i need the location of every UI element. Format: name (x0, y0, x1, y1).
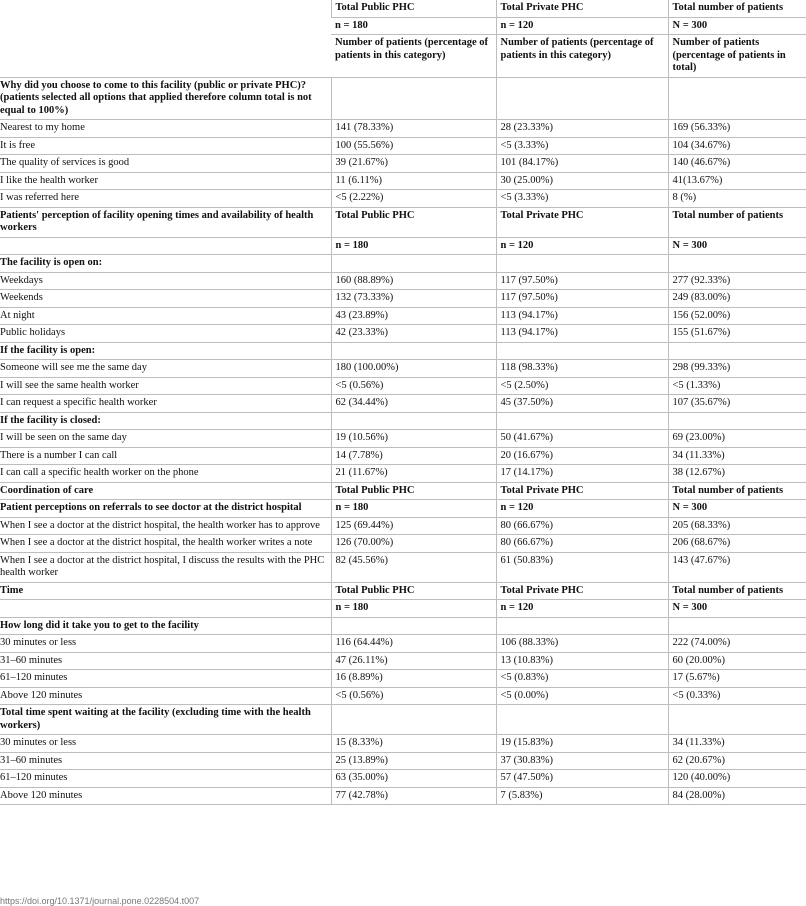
row-label-cell: I can call a specific health worker on the phone (0, 465, 331, 483)
section-row (0, 617, 806, 635)
row-label-cell: Weekends (0, 290, 331, 308)
value-cell: 141 (78.33%) (331, 120, 496, 138)
table-row (0, 535, 806, 553)
value-cell: 62 (20.67%) (668, 752, 806, 770)
value-cell (331, 617, 496, 635)
value-cell (668, 617, 806, 635)
section-row (0, 482, 806, 500)
table-row (0, 635, 806, 653)
value-cell: 25 (13.89%) (331, 752, 496, 770)
value-cell: 8 (%) (668, 190, 806, 208)
value-cell: 43 (23.89%) (331, 307, 496, 325)
value-cell: 206 (68.67%) (668, 535, 806, 553)
row-label-cell: At night (0, 307, 331, 325)
value-cell: N = 300 (668, 237, 806, 255)
value-cell: Total Private PHC (496, 207, 668, 237)
row-label-cell: Coordination of care (0, 482, 331, 500)
value-cell: 15 (8.33%) (331, 735, 496, 753)
value-cell: n = 120 (496, 600, 668, 618)
value-cell: Total Public PHC (331, 207, 496, 237)
row-label-cell: Patient perceptions on referrals to see doctor at the district hospital (0, 500, 331, 518)
value-cell: 169 (56.33%) (668, 120, 806, 138)
value-cell: N = 300 (668, 500, 806, 518)
value-cell: n = 120 (496, 237, 668, 255)
value-cell (496, 77, 668, 120)
value-cell: 57 (47.50%) (496, 770, 668, 788)
row-label-cell: 31–60 minutes (0, 752, 331, 770)
row-label-cell: Above 120 minutes (0, 787, 331, 805)
value-cell: 39 (21.67%) (331, 155, 496, 173)
table-row (0, 787, 806, 805)
value-cell: 19 (15.83%) (496, 735, 668, 753)
note-private: Number of patients (percentage of patients in this category) (496, 35, 668, 78)
table-row (0, 395, 806, 413)
row-label-cell: If the facility is closed: (0, 412, 331, 430)
value-cell: 28 (23.33%) (496, 120, 668, 138)
row-label-cell: I was referred here (0, 190, 331, 208)
table-row (0, 172, 806, 190)
value-cell: 50 (41.67%) (496, 430, 668, 448)
value-cell: Total number of patients (668, 482, 806, 500)
value-cell: 120 (40.00%) (668, 770, 806, 788)
value-cell: 41(13.67%) (668, 172, 806, 190)
value-cell (668, 705, 806, 735)
value-cell: 45 (37.50%) (496, 395, 668, 413)
value-cell: 47 (26.11%) (331, 652, 496, 670)
value-cell: n = 180 (331, 500, 496, 518)
n-total: N = 300 (668, 17, 806, 35)
note-total: Number of patients (percentage of patients in total) (668, 35, 806, 78)
table-row (0, 377, 806, 395)
value-cell (668, 342, 806, 360)
value-cell: 104 (34.67%) (668, 137, 806, 155)
row-label-cell: Why did you choose to come to this facility (public or private PHC)? (patients selected all options that applied therefore column total is not equal to 100%) (0, 77, 331, 120)
value-cell: 61 (50.83%) (496, 552, 668, 582)
row-label-cell (0, 600, 331, 618)
value-cell: 143 (47.67%) (668, 552, 806, 582)
table-row (0, 687, 806, 705)
table-row (0, 447, 806, 465)
value-cell: 84 (28.00%) (668, 787, 806, 805)
row-label-cell: 61–120 minutes (0, 670, 331, 688)
table-row (0, 155, 806, 173)
value-cell: 80 (66.67%) (496, 517, 668, 535)
value-cell: 37 (30.83%) (496, 752, 668, 770)
value-cell: 62 (34.44%) (331, 395, 496, 413)
value-cell (668, 255, 806, 273)
row-label-cell: Total time spent waiting at the facility (excluding time with the health workers) (0, 705, 331, 735)
table-row (0, 307, 806, 325)
value-cell: <5 (2.50%) (496, 377, 668, 395)
value-cell: 101 (84.17%) (496, 155, 668, 173)
value-cell: Total number of patients (668, 582, 806, 600)
value-cell: <5 (1.33%) (668, 377, 806, 395)
value-cell: 77 (42.78%) (331, 787, 496, 805)
n-private: n = 120 (496, 17, 668, 35)
value-cell: <5 (3.33%) (496, 190, 668, 208)
value-cell (496, 412, 668, 430)
value-cell: Total Public PHC (331, 582, 496, 600)
value-cell: 42 (23.33%) (331, 325, 496, 343)
table-row (0, 517, 806, 535)
value-cell: 125 (69.44%) (331, 517, 496, 535)
value-cell: 160 (88.89%) (331, 272, 496, 290)
value-cell: 140 (46.67%) (668, 155, 806, 173)
value-cell: 11 (6.11%) (331, 172, 496, 190)
value-cell: 16 (8.89%) (331, 670, 496, 688)
value-cell: 7 (5.83%) (496, 787, 668, 805)
value-cell: <5 (0.56%) (331, 687, 496, 705)
table-row (0, 552, 806, 582)
value-cell: 117 (97.50%) (496, 290, 668, 308)
value-cell (668, 412, 806, 430)
value-cell (331, 412, 496, 430)
value-cell: 118 (98.33%) (496, 360, 668, 378)
value-cell: 117 (97.50%) (496, 272, 668, 290)
value-cell: Total Public PHC (331, 482, 496, 500)
value-cell: 156 (52.00%) (668, 307, 806, 325)
value-cell: <5 (0.83%) (496, 670, 668, 688)
table-row (0, 670, 806, 688)
value-cell: <5 (0.00%) (496, 687, 668, 705)
table-row (0, 465, 806, 483)
value-cell: 14 (7.78%) (331, 447, 496, 465)
value-cell: n = 180 (331, 237, 496, 255)
value-cell: 34 (11.33%) (668, 447, 806, 465)
value-cell: 13 (10.83%) (496, 652, 668, 670)
value-cell: 17 (5.67%) (668, 670, 806, 688)
value-cell: Total Private PHC (496, 582, 668, 600)
value-cell (331, 255, 496, 273)
table-row (0, 430, 806, 448)
value-cell (496, 255, 668, 273)
row-label-cell: Someone will see me the same day (0, 360, 331, 378)
table-row (0, 120, 806, 138)
value-cell (496, 342, 668, 360)
column-header-private: Total Private PHC (496, 0, 668, 17)
section-row (0, 705, 806, 735)
value-cell: 180 (100.00%) (331, 360, 496, 378)
value-cell (668, 77, 806, 120)
column-header-total: Total number of patients (668, 0, 806, 17)
row-label-cell: Above 120 minutes (0, 687, 331, 705)
value-cell: 60 (20.00%) (668, 652, 806, 670)
n-public: n = 180 (331, 17, 496, 35)
value-cell: <5 (0.33%) (668, 687, 806, 705)
row-label-cell: Time (0, 582, 331, 600)
row-label-cell: If the facility is open: (0, 342, 331, 360)
table-row (0, 360, 806, 378)
section-row (0, 77, 806, 120)
value-cell: 82 (45.56%) (331, 552, 496, 582)
row-label-cell: When I see a doctor at the district hospital, I discuss the results with the PHC health worker (0, 552, 331, 582)
value-cell: 80 (66.67%) (496, 535, 668, 553)
row-label-cell: There is a number I can call (0, 447, 331, 465)
row-label-cell: Weekdays (0, 272, 331, 290)
value-cell: 17 (14.17%) (496, 465, 668, 483)
table-row (0, 190, 806, 208)
row-label-cell: 61–120 minutes (0, 770, 331, 788)
value-cell: 298 (99.33%) (668, 360, 806, 378)
value-cell: 19 (10.56%) (331, 430, 496, 448)
value-cell: <5 (3.33%) (496, 137, 668, 155)
value-cell (496, 705, 668, 735)
row-label-cell: When I see a doctor at the district hospital, the health worker writes a note (0, 535, 331, 553)
value-cell: 113 (94.17%) (496, 307, 668, 325)
value-cell: 116 (64.44%) (331, 635, 496, 653)
value-cell: 30 (25.00%) (496, 172, 668, 190)
section-row (0, 342, 806, 360)
table-row (0, 752, 806, 770)
column-header-public: Total Public PHC (331, 0, 496, 17)
row-label-cell: I will see the same health worker (0, 377, 331, 395)
row-label-cell: 31–60 minutes (0, 652, 331, 670)
row-label-cell: When I see a doctor at the district hospital, the health worker has to approve (0, 517, 331, 535)
header-corner-cell (0, 0, 331, 77)
table-row (0, 272, 806, 290)
value-cell: 132 (73.33%) (331, 290, 496, 308)
value-cell (496, 617, 668, 635)
row-label-cell: Patients' perception of facility opening times and availability of health workers (0, 207, 331, 237)
row-label-cell: I can request a specific health worker (0, 395, 331, 413)
row-label-cell: Public holidays (0, 325, 331, 343)
row-label-cell: I like the health worker (0, 172, 331, 190)
section-row (0, 500, 806, 518)
row-label-cell: 30 minutes or less (0, 635, 331, 653)
row-label-cell: I will be seen on the same day (0, 430, 331, 448)
value-cell (331, 77, 496, 120)
value-cell: 106 (88.33%) (496, 635, 668, 653)
value-cell: 107 (35.67%) (668, 395, 806, 413)
value-cell: 38 (12.67%) (668, 465, 806, 483)
table-row (0, 137, 806, 155)
section-row (0, 412, 806, 430)
header-row-columns (0, 0, 806, 17)
value-cell (331, 705, 496, 735)
row-label-cell: It is free (0, 137, 331, 155)
value-cell: 34 (11.33%) (668, 735, 806, 753)
value-cell: 126 (70.00%) (331, 535, 496, 553)
value-cell: N = 300 (668, 600, 806, 618)
table-row (0, 290, 806, 308)
table-row (0, 325, 806, 343)
value-cell: 277 (92.33%) (668, 272, 806, 290)
table-row (0, 735, 806, 753)
section-row (0, 582, 806, 600)
value-cell: Total Private PHC (496, 482, 668, 500)
table-row (0, 652, 806, 670)
value-cell: 222 (74.00%) (668, 635, 806, 653)
value-cell: <5 (0.56%) (331, 377, 496, 395)
value-cell: 21 (11.67%) (331, 465, 496, 483)
value-cell: <5 (2.22%) (331, 190, 496, 208)
value-cell: 63 (35.00%) (331, 770, 496, 788)
value-cell: 100 (55.56%) (331, 137, 496, 155)
section-row (0, 207, 806, 237)
value-cell: 113 (94.17%) (496, 325, 668, 343)
row-label-cell: 30 minutes or less (0, 735, 331, 753)
value-cell: 69 (23.00%) (668, 430, 806, 448)
row-label-cell: The facility is open on: (0, 255, 331, 273)
value-cell: n = 120 (496, 500, 668, 518)
value-cell: 249 (83.00%) (668, 290, 806, 308)
section-row (0, 237, 806, 255)
section-row (0, 255, 806, 273)
table-doi-footer: https://doi.org/10.1371/journal.pone.0228504.t007 (0, 896, 200, 906)
row-label-cell (0, 237, 331, 255)
row-label-cell: The quality of services is good (0, 155, 331, 173)
note-public: Number of patients (percentage of patients in this category) (331, 35, 496, 78)
row-label-cell: Nearest to my home (0, 120, 331, 138)
table-row (0, 770, 806, 788)
row-label-cell: How long did it take you to get to the facility (0, 617, 331, 635)
section-row (0, 600, 806, 618)
value-cell (331, 342, 496, 360)
value-cell: n = 180 (331, 600, 496, 618)
value-cell: 20 (16.67%) (496, 447, 668, 465)
value-cell: Total number of patients (668, 207, 806, 237)
value-cell: 155 (51.67%) (668, 325, 806, 343)
value-cell: 205 (68.33%) (668, 517, 806, 535)
